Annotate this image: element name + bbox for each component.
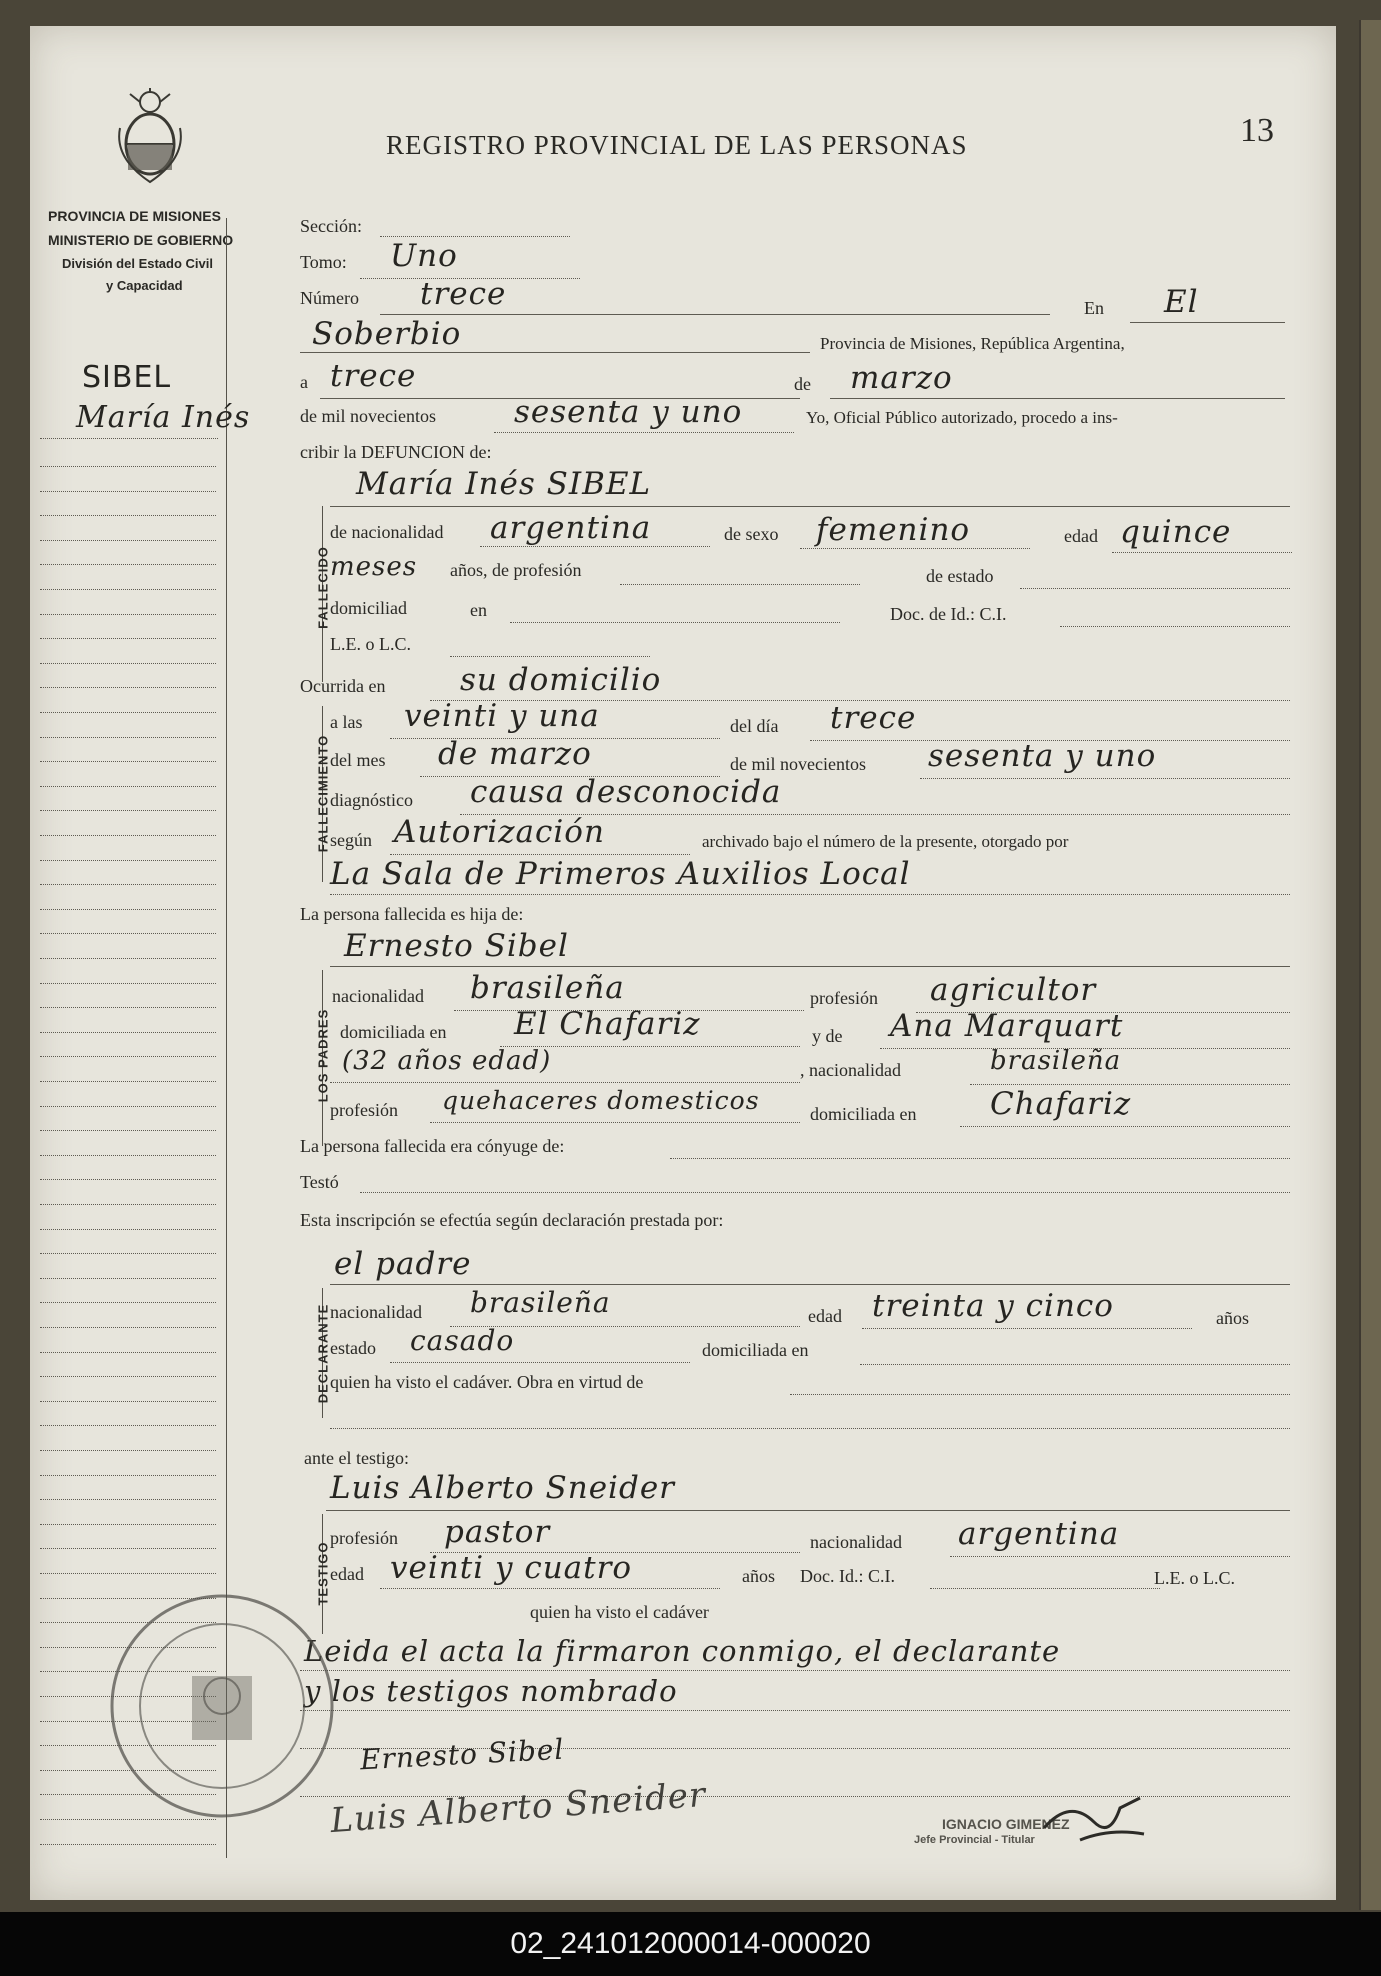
margin-rule xyxy=(40,761,216,762)
line-cierre-2 xyxy=(300,1710,1290,1711)
margin-rule xyxy=(40,1573,216,1574)
line-profesion-madre xyxy=(430,1122,800,1123)
margin-rule xyxy=(40,1450,216,1451)
margin-rule xyxy=(40,466,216,467)
value-edad-declarante: treinta y cinco xyxy=(872,1288,1114,1324)
line-edad-padre xyxy=(330,1082,800,1083)
label-anios-testigo: años xyxy=(742,1566,775,1586)
margin-rule xyxy=(40,786,216,787)
margin-rule xyxy=(40,737,216,738)
line-edad-declarante xyxy=(862,1328,1192,1329)
value-cierre-linea-1: Leida el acta la firmaron conmigo, el declarante xyxy=(304,1634,1061,1668)
label-profesion-madre: profesión xyxy=(330,1100,398,1120)
label-le-lc: L.E. o L.C. xyxy=(330,634,411,654)
line-estado xyxy=(1020,588,1290,589)
margin-rule xyxy=(40,1524,216,1525)
org-line-2: MINISTERIO DE GOBIERNO xyxy=(48,232,234,248)
line-lugar-1 xyxy=(1130,322,1285,323)
line-domicilio-madre xyxy=(960,1126,1290,1127)
signature-declarante: Ernesto Sibel xyxy=(359,1732,566,1777)
value-diagnostico: causa desconocida xyxy=(470,774,782,810)
margin-rule xyxy=(40,1130,216,1131)
value-sexo: femenino xyxy=(816,512,971,548)
value-lugar-2: Soberbio xyxy=(312,316,462,352)
label-edad: edad xyxy=(1064,526,1098,546)
value-madre: Ana Marquart xyxy=(890,1008,1124,1044)
margin-rule xyxy=(40,1302,216,1303)
margin-rule xyxy=(40,1844,216,1845)
margin-rule xyxy=(40,589,216,590)
section-padres: LOS PADRES xyxy=(315,1008,331,1103)
line-profesion xyxy=(620,584,860,585)
label-domiciliad: domiciliad xyxy=(330,598,407,618)
line-sexo xyxy=(800,548,1030,549)
value-cierre-linea-2: y los testigos nombrado xyxy=(304,1674,678,1708)
line-doc-id xyxy=(1060,626,1290,627)
margin-rule xyxy=(40,1401,216,1402)
official-seal-icon xyxy=(102,1586,342,1826)
value-edad-2: meses xyxy=(330,552,418,582)
margin-rule xyxy=(40,810,216,811)
label-archivado: archivado bajo el número de la presente, otorgado por xyxy=(702,832,1069,851)
line-obra-virtud-2 xyxy=(330,1428,1290,1429)
line-nacionalidad-madre xyxy=(970,1084,1290,1085)
margin-rule xyxy=(40,540,216,541)
value-declarante: el padre xyxy=(334,1246,472,1282)
line-testigo xyxy=(326,1510,1290,1511)
line-domicilio xyxy=(510,622,840,623)
value-dia-fallecimiento: trece xyxy=(830,700,917,736)
label-anios-profesion: años, de profesión xyxy=(450,560,582,580)
margin-rule xyxy=(40,983,216,984)
line-estado-declarante xyxy=(390,1362,690,1363)
margin-rule xyxy=(40,1155,216,1156)
label-nacionalidad-declarante: nacionalidad xyxy=(330,1302,422,1322)
value-profesion-testigo: pastor xyxy=(444,1514,551,1550)
label-edad-testigo: edad xyxy=(330,1564,364,1584)
margin-rule xyxy=(40,860,216,861)
margin-surname: SIBEL xyxy=(82,360,172,395)
line-seccion xyxy=(380,236,570,237)
margin-rule xyxy=(40,1229,216,1230)
value-testigo: Luis Alberto Sneider xyxy=(330,1470,675,1506)
label-quien-declarante: quien ha visto el cadáver. Obra en virtud de xyxy=(330,1372,644,1392)
label-quien-testigo: quien ha visto el cadáver xyxy=(530,1602,709,1622)
line-cierre-1 xyxy=(300,1670,1290,1671)
value-nacionalidad: argentina xyxy=(490,510,652,546)
value-otorgado-por: La Sala de Primeros Auxilios Local xyxy=(330,856,911,892)
label-profesion-testigo: profesión xyxy=(330,1528,398,1548)
line-domiciliada-declarante xyxy=(860,1364,1290,1365)
value-padre: Ernesto Sibel xyxy=(344,928,569,964)
label-sexo: de sexo xyxy=(724,524,779,544)
label-inscripcion: Esta inscripción se efectúa según declaración prestada por: xyxy=(300,1210,724,1230)
line-nacionalidad xyxy=(480,546,710,547)
label-de: de xyxy=(794,374,811,394)
value-profesion-madre: quehaceres domesticos xyxy=(442,1086,760,1115)
org-line-3: División del Estado Civil xyxy=(62,256,213,271)
margin-rule xyxy=(40,1499,216,1500)
value-profesion-padre: agricultor xyxy=(930,972,1097,1008)
label-ante-testigo: ante el testigo: xyxy=(304,1448,409,1468)
margin-rule xyxy=(40,1056,216,1057)
line-anio-fallecimiento xyxy=(920,778,1290,779)
label-domicilio-en: en xyxy=(470,600,487,620)
label-anios-declarante: años xyxy=(1216,1308,1249,1328)
margin-rule xyxy=(40,1081,216,1082)
label-nacionalidad-padre: nacionalidad xyxy=(332,986,424,1006)
label-nacionalidad-testigo: nacionalidad xyxy=(810,1532,902,1552)
label-domiciliada-declarante: domiciliada en xyxy=(702,1340,809,1360)
label-edad-declarante: edad xyxy=(808,1306,842,1326)
section-fallecimiento: FALLECIMIENTO xyxy=(315,734,331,853)
label-tomo: Tomo: xyxy=(300,252,347,272)
value-lugar-1: El xyxy=(1164,284,1199,320)
document-page xyxy=(30,26,1336,1900)
label-mil-novecientos-2: de mil novecientos xyxy=(730,754,866,774)
label-a: a xyxy=(300,372,308,392)
margin-rule xyxy=(40,1007,216,1008)
margin-rule xyxy=(40,1425,216,1426)
margin-rule xyxy=(40,933,216,934)
line-edad xyxy=(1112,552,1292,553)
value-domicilio-madre: Chafariz xyxy=(990,1086,1132,1122)
margin-rule xyxy=(40,515,216,516)
value-domicilio-padre: El Chafariz xyxy=(514,1006,701,1042)
label-domiciliada-madre: domiciliada en xyxy=(810,1104,917,1124)
official-stamp-title: Jefe Provincial - Titular xyxy=(914,1834,1035,1846)
value-edad-1: quince xyxy=(1120,514,1232,550)
label-en: En xyxy=(1084,298,1104,318)
margin-rule xyxy=(40,909,216,910)
org-line-1: PROVINCIA DE MISIONES xyxy=(48,208,221,224)
margin-rule xyxy=(40,1548,216,1549)
value-nacionalidad-padre: brasileña xyxy=(470,970,625,1006)
margin-rule xyxy=(40,1376,216,1377)
value-nacionalidad-declarante: brasileña xyxy=(470,1286,611,1319)
value-edad-padre: (32 años edad) xyxy=(342,1046,552,1076)
line-doc-testigo xyxy=(930,1588,1160,1589)
line-edad-testigo xyxy=(380,1588,720,1589)
line-testo xyxy=(360,1192,1290,1193)
official-stamp-name: IGNACIO GIMENEZ xyxy=(942,1816,1070,1832)
book-cover-edge xyxy=(1359,20,1381,1910)
label-le-testigo: L.E. o L.C. xyxy=(1154,1568,1235,1588)
page-number: 13 xyxy=(1240,112,1274,149)
file-id-footer: 02_241012000014-000020 xyxy=(0,1912,1381,1976)
margin-rule xyxy=(40,835,216,836)
label-del-dia: del día xyxy=(730,716,779,736)
value-numero: trece xyxy=(420,276,507,312)
line-obra-virtud xyxy=(790,1394,1290,1395)
margin-rule xyxy=(40,663,216,664)
label-ocurrida: Ocurrida en xyxy=(300,676,386,696)
label-numero: Número xyxy=(300,288,359,308)
value-ocurrida: su domicilio xyxy=(460,662,662,698)
margin-rule xyxy=(40,1204,216,1205)
label-estado-declarante: estado xyxy=(330,1338,376,1358)
label-doc-id: Doc. de Id.: C.I. xyxy=(890,604,1007,624)
label-y-de: y de xyxy=(812,1026,843,1046)
label-provincia: Provincia de Misiones, República Argentina, xyxy=(820,334,1125,353)
margin-rule xyxy=(40,1179,216,1180)
value-estado-declarante: casado xyxy=(410,1324,515,1357)
section-fallecido: FALLECIDO xyxy=(315,546,331,629)
label-inscribir: cribir la DEFUNCION de: xyxy=(300,442,492,462)
line-lugar-2 xyxy=(300,352,810,353)
label-del-mes: del mes xyxy=(330,750,386,770)
margin-given-name: María Inés xyxy=(76,400,251,435)
margin-rule xyxy=(40,1475,216,1476)
label-oficial: Yo, Oficial Público autorizado, procedo a ins- xyxy=(806,408,1118,427)
value-hora: veinti y una xyxy=(404,698,600,734)
label-nacionalidad: de nacionalidad xyxy=(330,522,444,542)
margin-rule xyxy=(40,1278,216,1279)
margin-rule xyxy=(40,564,216,565)
line-mes xyxy=(830,398,1285,399)
label-conyuge: La persona fallecida era cónyuge de: xyxy=(300,1136,565,1156)
section-testigo: TESTIGO xyxy=(315,1541,331,1606)
value-segun: Autorización xyxy=(394,814,605,850)
value-anio-fallecimiento: sesenta y uno xyxy=(928,738,1157,774)
line-nacionalidad-testigo xyxy=(950,1556,1290,1557)
margin-rule xyxy=(40,438,218,439)
value-dia: trece xyxy=(330,358,417,394)
label-seccion: Sección: xyxy=(300,216,362,236)
line-le-lc xyxy=(450,656,650,657)
section-declarante: DECLARANTE xyxy=(315,1303,331,1404)
value-anio: sesenta y uno xyxy=(514,394,743,430)
label-estado: de estado xyxy=(926,566,994,586)
line-padre xyxy=(330,966,1290,967)
margin-rule xyxy=(40,614,216,615)
label-a-las: a las xyxy=(330,712,363,732)
margin-rule xyxy=(40,1253,216,1254)
margin-rule xyxy=(40,712,216,713)
value-nacionalidad-testigo: argentina xyxy=(958,1516,1120,1552)
official-signature-icon xyxy=(1040,1788,1150,1858)
margin-rule xyxy=(40,1106,216,1107)
value-nombre-fallecido: María Inés SIBEL xyxy=(356,466,652,502)
value-mes: marzo xyxy=(850,360,953,396)
coat-of-arms-icon xyxy=(110,88,190,184)
value-mes-fallecimiento: de marzo xyxy=(438,736,592,772)
label-doc-testigo: Doc. Id.: C.I. xyxy=(800,1566,895,1586)
label-testo: Testó xyxy=(300,1172,339,1192)
line-anio xyxy=(494,432,794,433)
signature-testigo: Luis Alberto Sneider xyxy=(329,1774,708,1842)
value-nacionalidad-madre: brasileña xyxy=(990,1046,1122,1076)
org-line-4: y Capacidad xyxy=(106,278,183,293)
label-domiciliada-padre: domiciliada en xyxy=(340,1022,447,1042)
line-segun xyxy=(390,854,690,855)
margin-rule xyxy=(40,1032,216,1033)
label-hija-de: La persona fallecida es hija de: xyxy=(300,904,524,924)
margin-rule xyxy=(40,687,216,688)
value-tomo: Uno xyxy=(390,238,458,274)
line-declarante xyxy=(330,1284,1290,1285)
margin-rule xyxy=(40,638,216,639)
line-conyuge xyxy=(670,1158,1290,1159)
margin-rule xyxy=(40,958,216,959)
value-edad-testigo: veinti y cuatro xyxy=(390,1550,633,1586)
margin-rule xyxy=(40,1327,216,1328)
label-diagnostico: diagnóstico xyxy=(330,790,413,810)
label-segun: según xyxy=(330,830,372,850)
line-otorgado-por xyxy=(330,894,1290,895)
label-profesion-padre: profesión xyxy=(810,988,878,1008)
margin-rule xyxy=(40,491,216,492)
page-title: REGISTRO PROVINCIAL DE LAS PERSONAS xyxy=(386,130,968,160)
margin-rule xyxy=(40,884,216,885)
label-mil-novecientos: de mil novecientos xyxy=(300,406,436,426)
line-nombre-fallecido xyxy=(330,506,1290,507)
line-numero xyxy=(380,314,1050,315)
margin-rule xyxy=(40,1352,216,1353)
label-nacionalidad-madre: , nacionalidad xyxy=(800,1060,901,1080)
